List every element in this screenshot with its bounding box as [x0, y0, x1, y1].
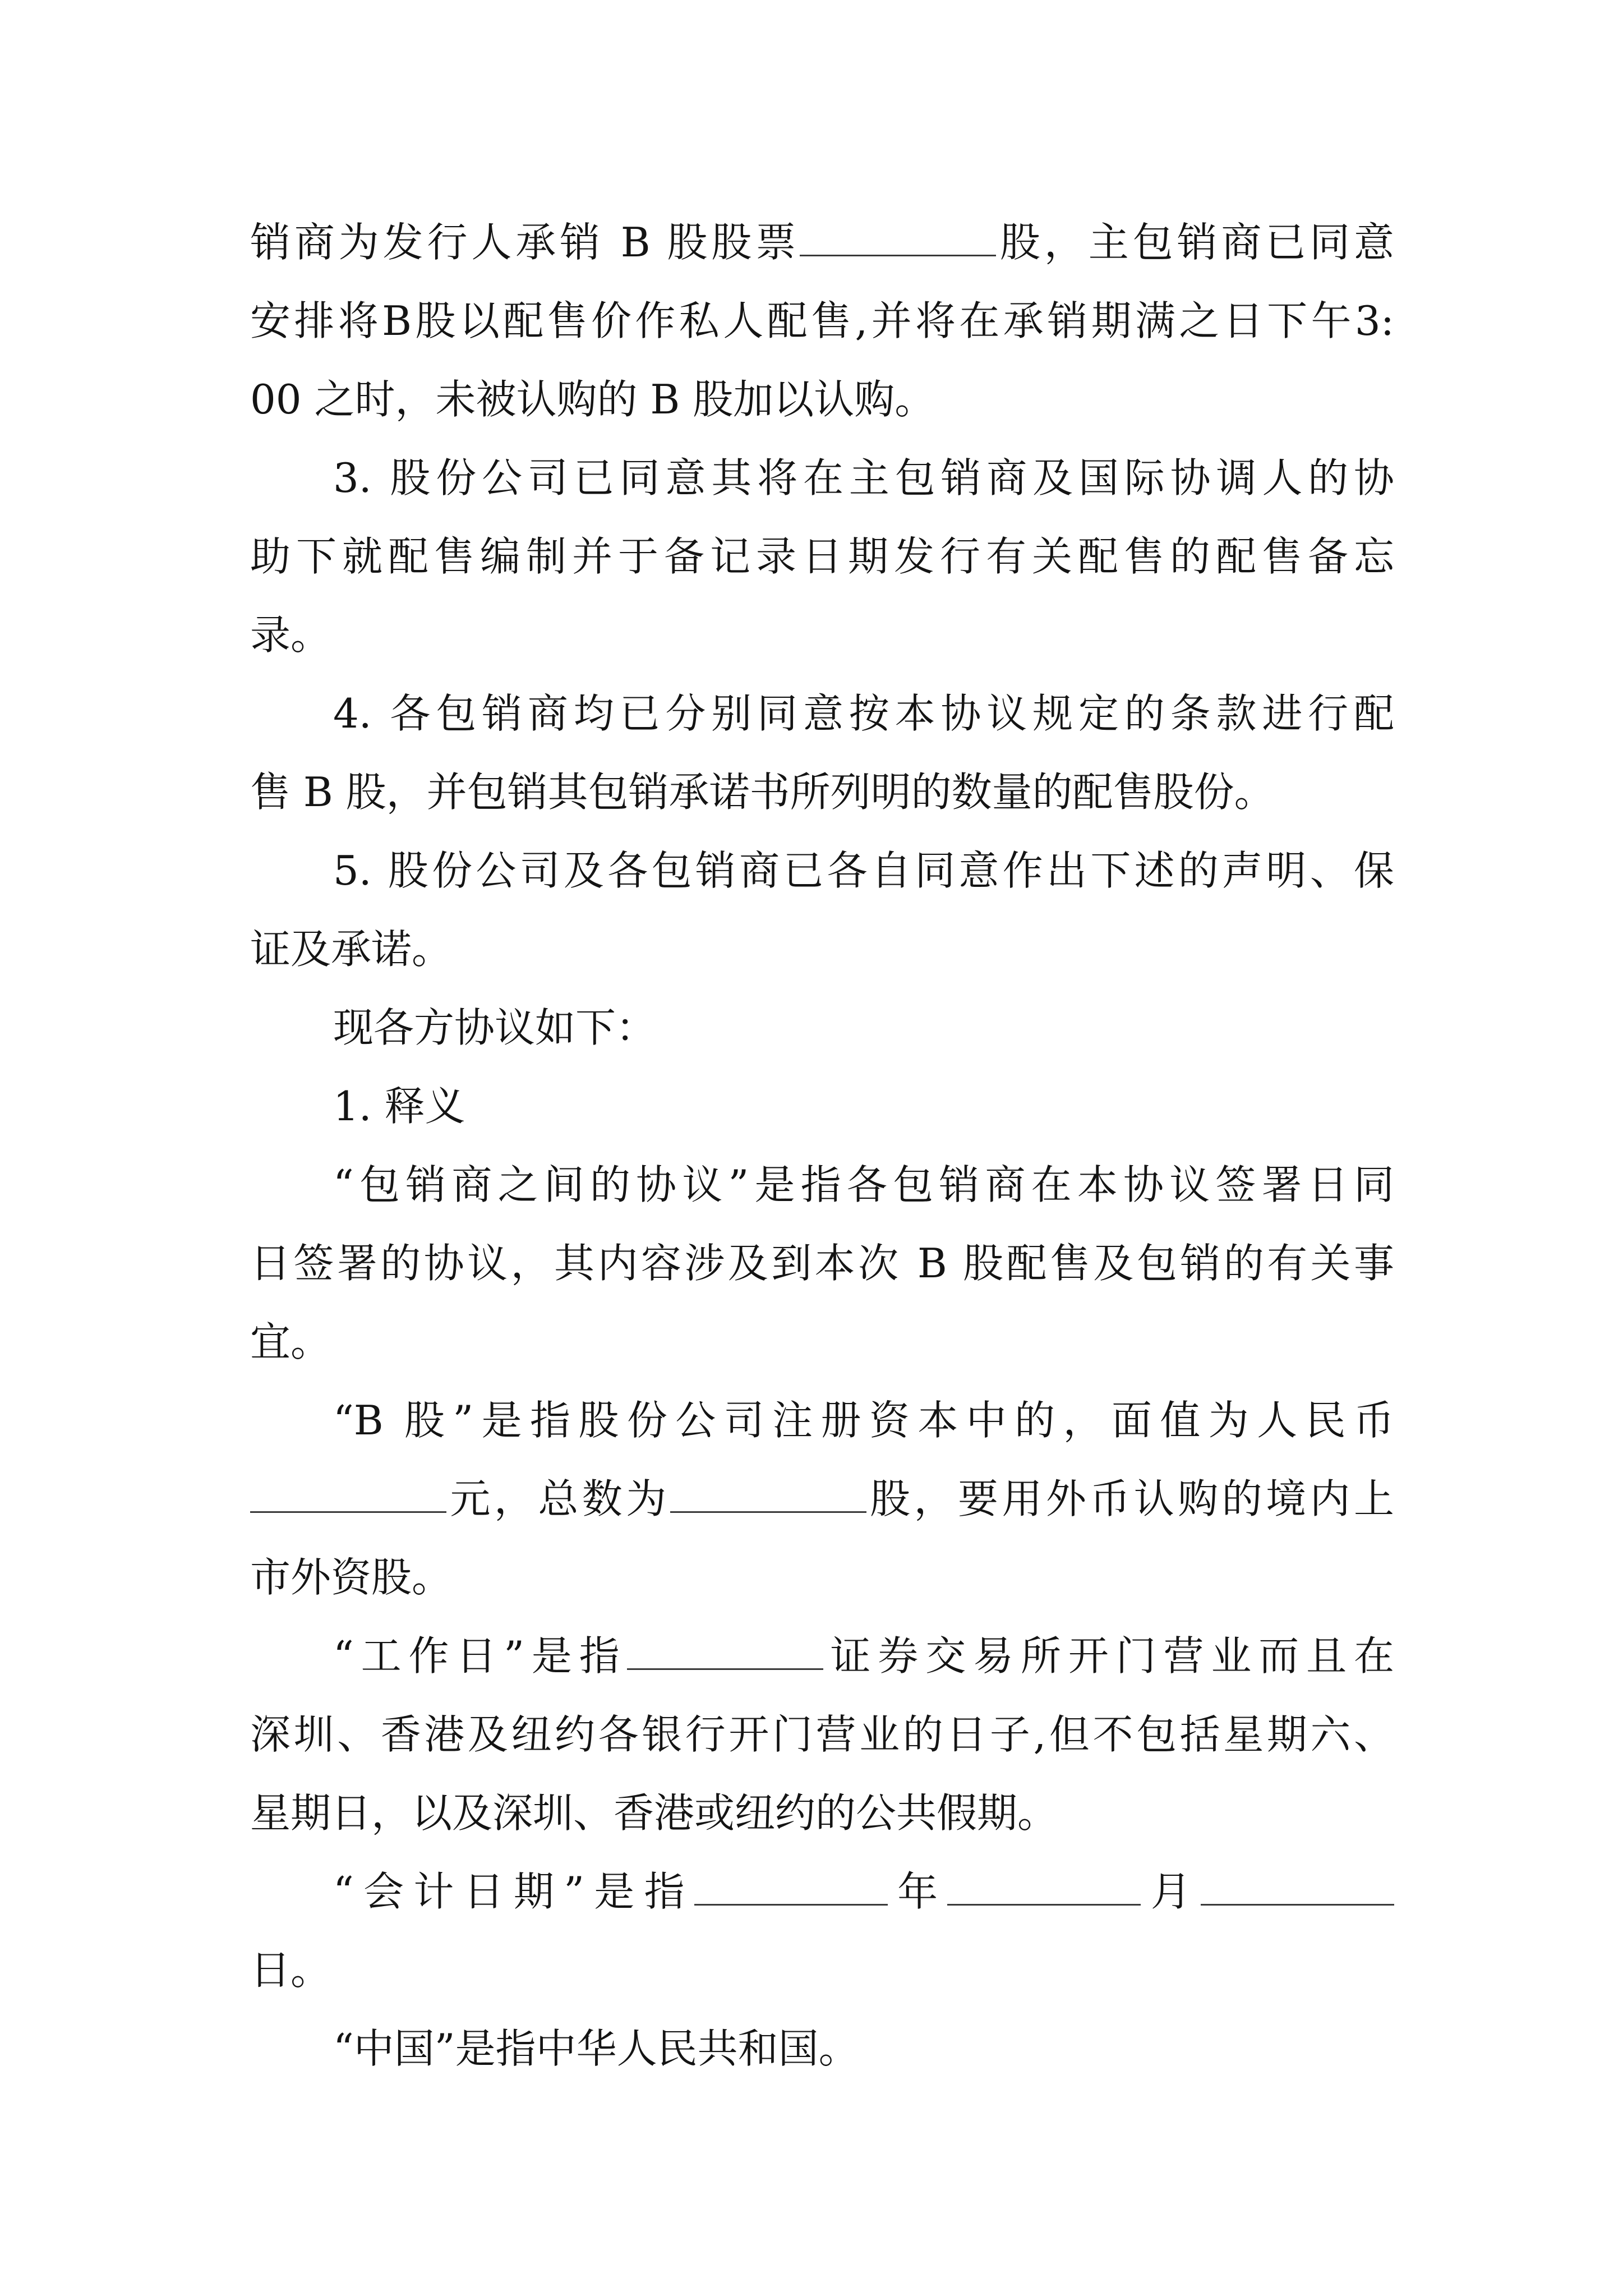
line-text: 现各方协议如下：	[333, 1004, 657, 1051]
paragraph-line	[250, 366, 1394, 433]
paragraph-line	[250, 1465, 1394, 1533]
paragraph-line	[250, 287, 1394, 355]
line-text: “包销商之间的协议”是指各包销商在本协议签署日同	[333, 1161, 1394, 1208]
fill-in-blank[interactable]	[1201, 1870, 1394, 1906]
line-text: 助下就配售编制并于备记录日期发行有关配售的配售备忘	[250, 533, 1394, 580]
line-text: 5. 股份公司及各包销商已各自同意作出下述的声明、保	[333, 847, 1394, 894]
line-text: 日签署的协议，其内容涉及到本次 B 股配售及包销的有关事	[250, 1240, 1394, 1287]
line-text: 00 之时，未被认购的 B 股加以认购。	[250, 376, 935, 423]
line-text: 销商为发行人承销 B 股股票	[250, 219, 800, 266]
paragraph-line	[333, 837, 1394, 904]
line-text: “会计日期”是指	[333, 1868, 694, 1915]
fill-in-blank[interactable]	[670, 1478, 866, 1513]
paragraph-line	[250, 1779, 1394, 1847]
line-text: 星期日，以及深圳、香港或纽约的公共假期。	[250, 1789, 1058, 1837]
line-text: “B 股”是指股份公司注册资本中的，面值为人民币	[333, 1397, 1394, 1444]
fill-in-blank[interactable]	[694, 1870, 888, 1906]
fill-in-blank[interactable]	[627, 1635, 823, 1670]
paragraph-line	[250, 1544, 1394, 1611]
line-text: 股，要用外币认购的境内上	[866, 1475, 1394, 1522]
line-text: 年	[887, 1868, 948, 1915]
line-text: 日。	[250, 1947, 331, 1994]
paragraph-line	[333, 2015, 1394, 2082]
line-text: 售 B 股，并包销其包销承诺书所列明的数量的配售股份。	[250, 769, 1275, 816]
paragraph-line	[250, 1230, 1394, 1297]
line-text: “中国”是指中华人民共和国。	[333, 2025, 859, 2072]
paragraph-line	[250, 601, 1394, 669]
line-text: 证券交易所开门营业而且在	[823, 1632, 1394, 1680]
line-text: 安排将B股以配售价作私人配售,并将在承销期满之日下午3:	[250, 297, 1394, 344]
paragraph-line	[333, 1151, 1394, 1218]
line-text: 元，总数为	[446, 1475, 670, 1522]
paragraph-line	[250, 1936, 1394, 2004]
fill-in-blank[interactable]	[250, 1478, 446, 1513]
fill-in-blank[interactable]	[800, 221, 996, 256]
paragraph-line	[333, 994, 1394, 1061]
line-text: “工作日”是指	[333, 1632, 627, 1680]
paragraph-line	[250, 915, 1394, 983]
paragraph-line	[250, 209, 1394, 276]
paragraph-line	[333, 1622, 1394, 1690]
paragraph-line	[333, 1858, 1394, 1925]
line-text: 1. 释义	[333, 1083, 465, 1130]
line-text: 宜。	[250, 1318, 331, 1365]
line-text: 月	[1141, 1868, 1201, 1915]
line-text: 证及承诺。	[250, 926, 453, 973]
paragraph-line	[333, 680, 1394, 747]
paragraph-line	[250, 523, 1394, 590]
line-text: 4. 各包销商均已分别同意按本协议规定的条款进行配	[333, 690, 1394, 737]
paragraph-line	[250, 1701, 1394, 1768]
line-text: 录。	[250, 611, 331, 659]
paragraph-line	[250, 1308, 1394, 1375]
paragraph-line	[333, 1387, 1394, 1454]
line-text: 市外资股。	[250, 1554, 453, 1601]
paragraph-line	[333, 444, 1394, 512]
line-text: 股，主包销商已同意	[996, 219, 1394, 266]
section-heading	[333, 1073, 1394, 1140]
paragraph-line	[250, 758, 1394, 826]
fill-in-blank[interactable]	[947, 1870, 1141, 1906]
line-text: 深圳、香港及纽约各银行开门营业的日子,但不包括星期六、	[250, 1711, 1394, 1758]
line-text: 3. 股份公司已同意其将在主包销商及国际协调人的协	[333, 454, 1394, 501]
